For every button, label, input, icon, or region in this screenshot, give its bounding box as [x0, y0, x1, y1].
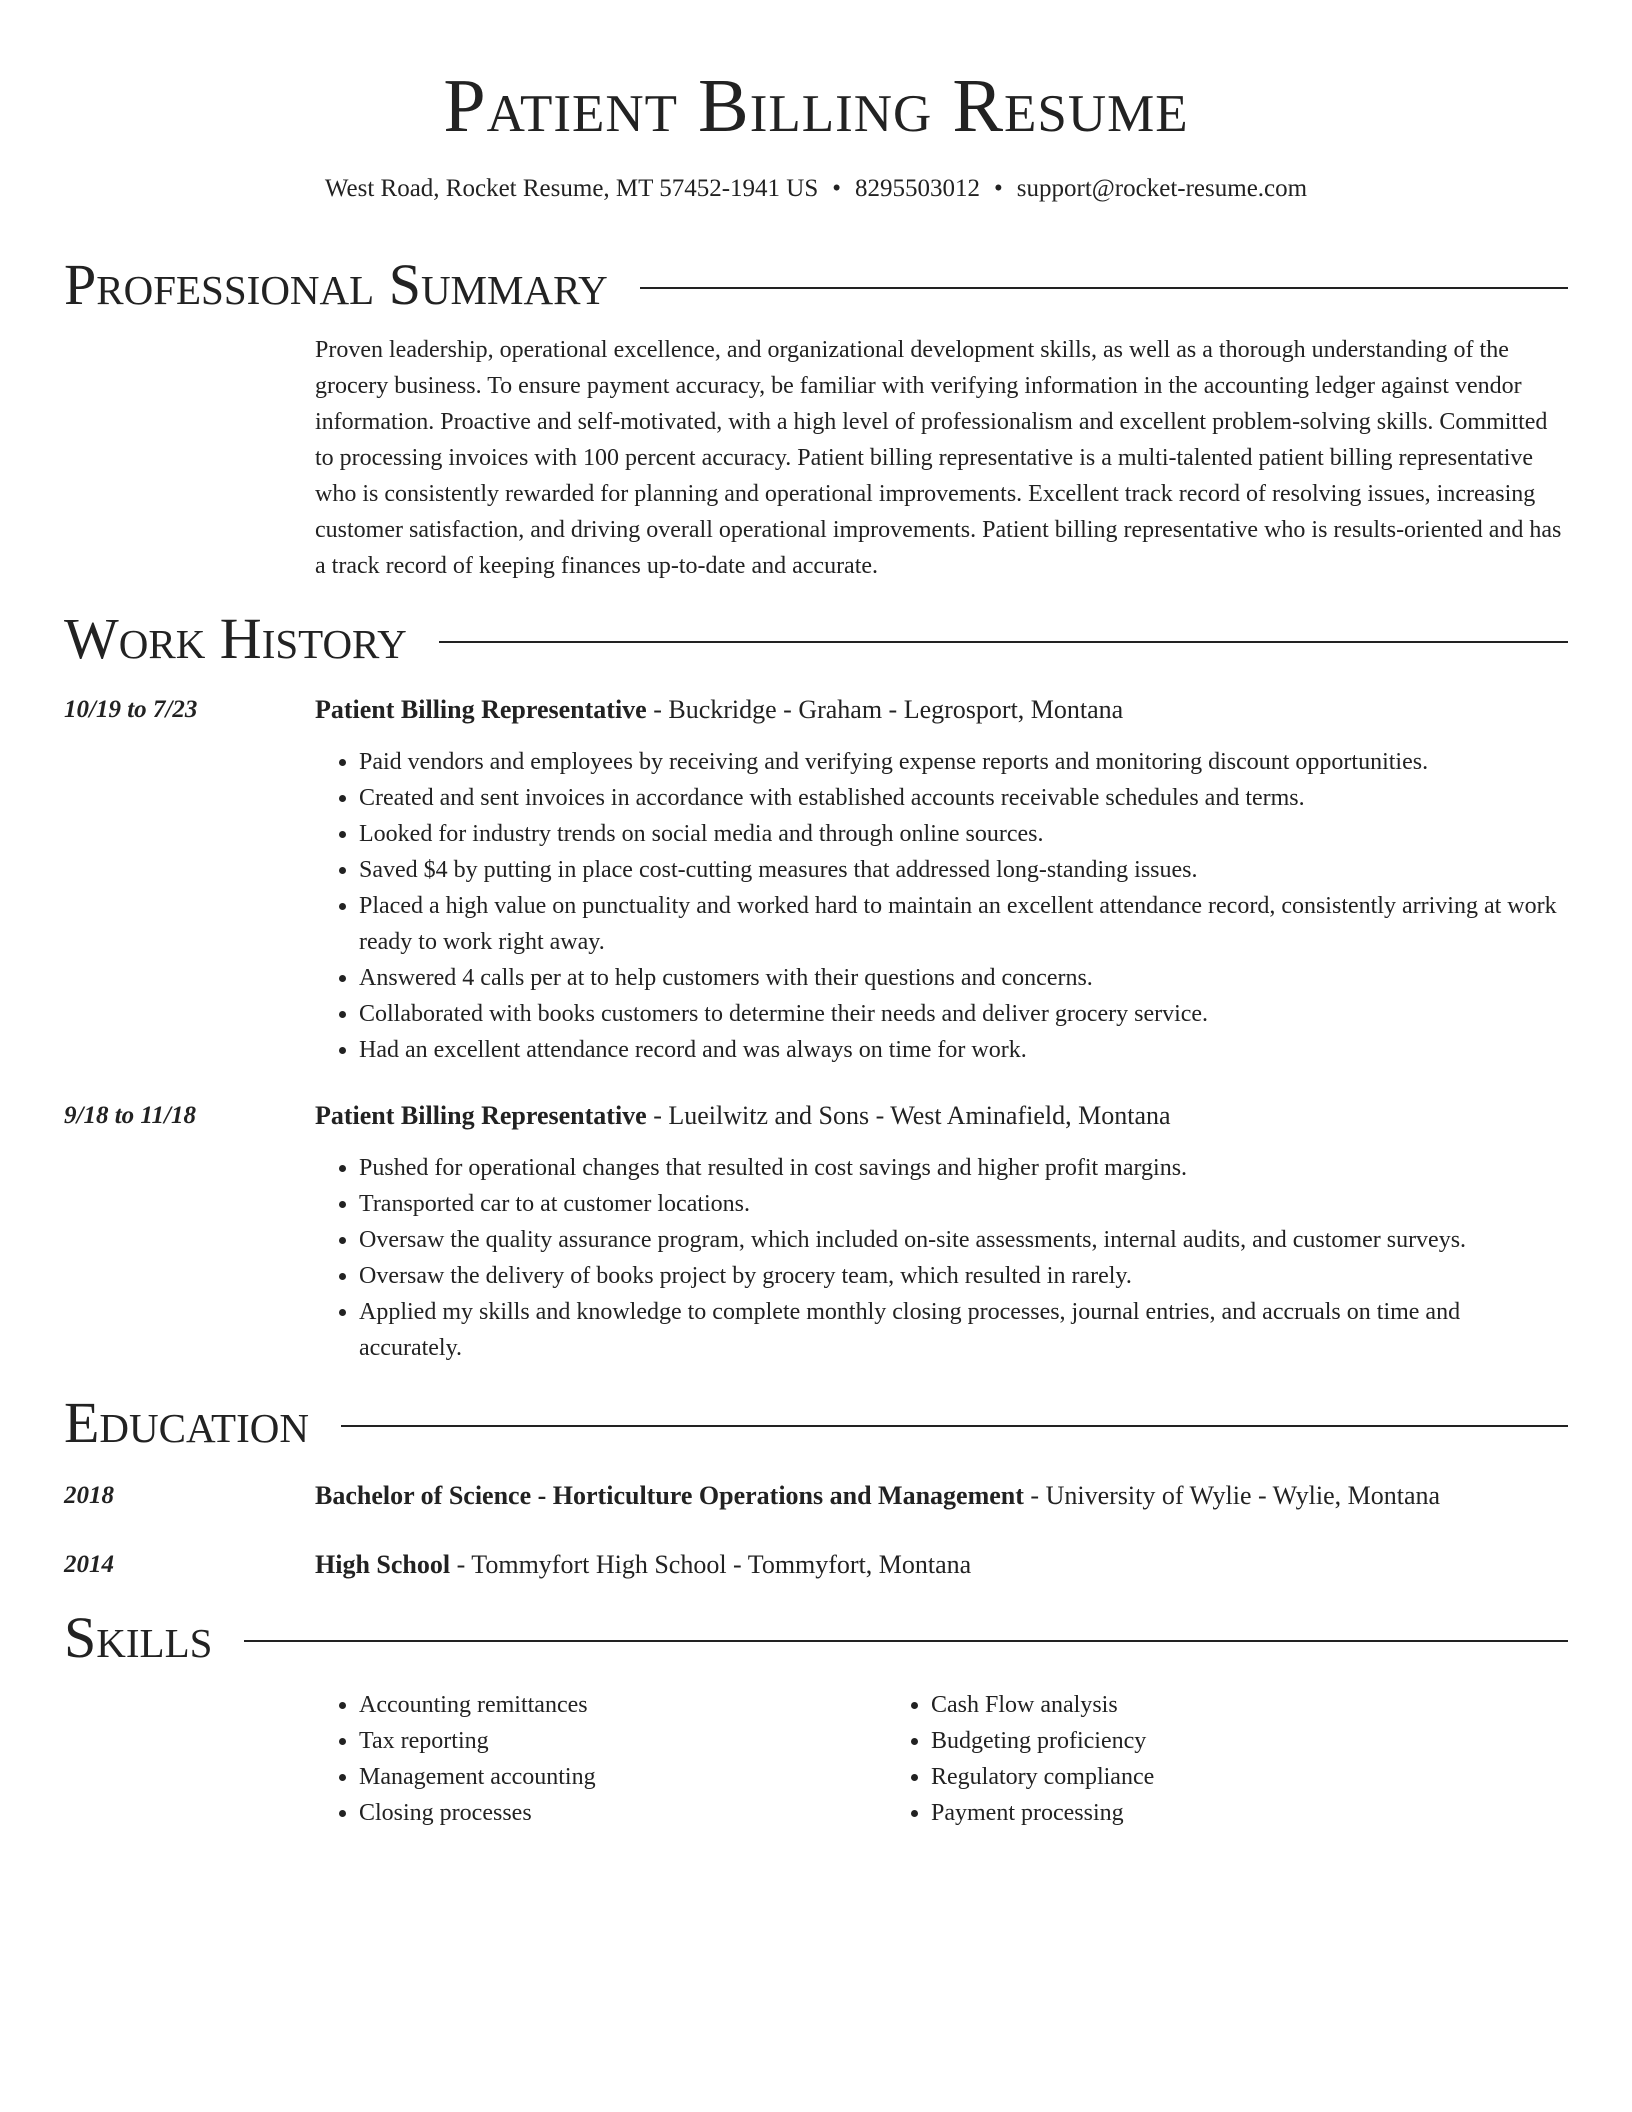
contact-line: [64, 172, 1568, 206]
separator: •: [832, 175, 842, 202]
list-item: • Had an excellent attendance record and was always on time for work.: [359, 1032, 1568, 1068]
job-title: Patient Billing Representative: [315, 1101, 647, 1130]
skill-item: • Accounting remittances: [359, 1687, 887, 1723]
education-body: [315, 1478, 1568, 1514]
skill-item: • Payment processing: [931, 1795, 1459, 1831]
skill-item: • Closing processes: [359, 1795, 887, 1831]
job-dates: 10/19 to 7/23: [64, 696, 198, 723]
list-item: • Pushed for operational changes that resulted in cost savings and higher profit margins.: [359, 1150, 1568, 1186]
job-entry: [64, 1098, 1568, 1366]
list-item: • Applied my skills and knowledge to complete monthly closing processes, journal entries, and accruals on time and accurately.: [359, 1294, 1568, 1366]
list-item: • Paid vendors and employees by receiving and verifying expense reports and monitoring discount opportunities.: [359, 744, 1568, 780]
job-body: [315, 692, 1568, 1068]
list-item: • Saved $4 by putting in place cost-cutting measures that addressed long-standing issues.: [359, 852, 1568, 888]
education-line: [315, 1478, 1568, 1514]
job-title-line: [315, 692, 1568, 728]
section-work-header: [64, 604, 1568, 674]
section-heading: Education: [64, 1390, 309, 1455]
education-year: 2018: [64, 1482, 114, 1509]
summary-text: Proven leadership, operational excellence, and organizational development skills, as well as a thorough understanding of the grocery business. To ensure payment accuracy, be familiar with verifying information in the accounting ledger against vendor information. Proactive and self-motivated, with a high level of professionalism and excellent problem-solving skills. Committed to processing invoices with 100 percent accuracy. Patient billing representative is a multi-talented patient billing representative who is consistently rewarded for planning and operational improvements. Excellent track record of resolving issues, increasing customer satisfaction, and driving overall operational improvements. Patient billing representative who is results-oriented and has a track record of keeping finances up-to-date and accurate.: [315, 337, 1562, 579]
section-education-header: [64, 1388, 1568, 1458]
section-divider: [640, 287, 1568, 289]
degree: Bachelor of Science - Horticulture Operations and Management: [315, 1481, 1024, 1510]
school-details: - University of Wylie - Wylie, Montana: [1023, 1481, 1441, 1510]
education-body: [315, 1547, 1568, 1583]
school-details: - Tommyfort High School - Tommyfort, Montana: [450, 1550, 972, 1579]
skills-list: [315, 1687, 1568, 1831]
section-heading: Work History: [64, 606, 407, 671]
section-heading: Professional Summary: [64, 252, 608, 317]
job-bullets: [315, 1150, 1568, 1366]
skills-column-right: [887, 1687, 1459, 1831]
skills-column-left: [315, 1687, 887, 1831]
job-title: Patient Billing Representative: [315, 695, 647, 724]
skill-item: • Budgeting proficiency: [931, 1723, 1459, 1759]
list-item: • Transported car to at customer locations.: [359, 1186, 1568, 1222]
education-line: [315, 1547, 1568, 1583]
section-divider: [244, 1640, 1568, 1642]
section-skills-header: [64, 1603, 1568, 1673]
education-entry: [64, 1547, 1568, 1583]
skill-item: • Regulatory compliance: [931, 1759, 1459, 1795]
address: West Road, Rocket Resume, MT 57452-1941 US: [324, 175, 819, 202]
education-year: 2014: [64, 1551, 114, 1578]
skill-item: • Management accounting: [359, 1759, 887, 1795]
job-details: - Buckridge - Graham - Legrosport, Montana: [646, 695, 1124, 724]
education-entry: [64, 1478, 1568, 1514]
job-body: [315, 1098, 1568, 1366]
list-item: • Answered 4 calls per at to help customers with their questions and concerns.: [359, 960, 1568, 996]
list-item: • Created and sent invoices in accordance with established accounts receivable schedules and terms.: [359, 780, 1568, 816]
job-title-line: [315, 1098, 1568, 1134]
list-item: • Placed a high value on punctuality and worked hard to maintain an excellent attendance record, consistently arriving at work ready to work right away.: [359, 888, 1568, 960]
section-divider: [439, 641, 1568, 643]
separator: •: [994, 175, 1003, 202]
degree: High School: [315, 1550, 451, 1579]
skill-item: • Tax reporting: [359, 1723, 887, 1759]
job-dates: 9/18 to 11/18: [64, 1102, 196, 1129]
list-item: • Collaborated with books customers to determine their needs and deliver grocery service.: [359, 996, 1568, 1032]
skill-item: • Cash Flow analysis: [931, 1687, 1459, 1723]
phone: 8295503012: [855, 175, 981, 202]
section-heading: Skills: [64, 1605, 213, 1670]
job-entry: [64, 692, 1568, 1068]
job-bullets: [315, 744, 1568, 1068]
email: support@rocket-resume.com: [1016, 175, 1308, 202]
section-summary-header: [64, 250, 1568, 320]
list-item: • Looked for industry trends on social media and through online sources.: [359, 816, 1568, 852]
resume-title: Patient Billing Resume: [443, 64, 1189, 148]
list-item: • Oversaw the quality assurance program, which included on-site assessments, internal audits, and customer surveys.: [359, 1222, 1568, 1258]
job-details: - Lueilwitz and Sons - West Aminafield, Montana: [646, 1101, 1171, 1130]
section-divider: [341, 1425, 1568, 1427]
list-item: • Oversaw the delivery of books project by grocery team, which resulted in rarely.: [359, 1258, 1568, 1294]
